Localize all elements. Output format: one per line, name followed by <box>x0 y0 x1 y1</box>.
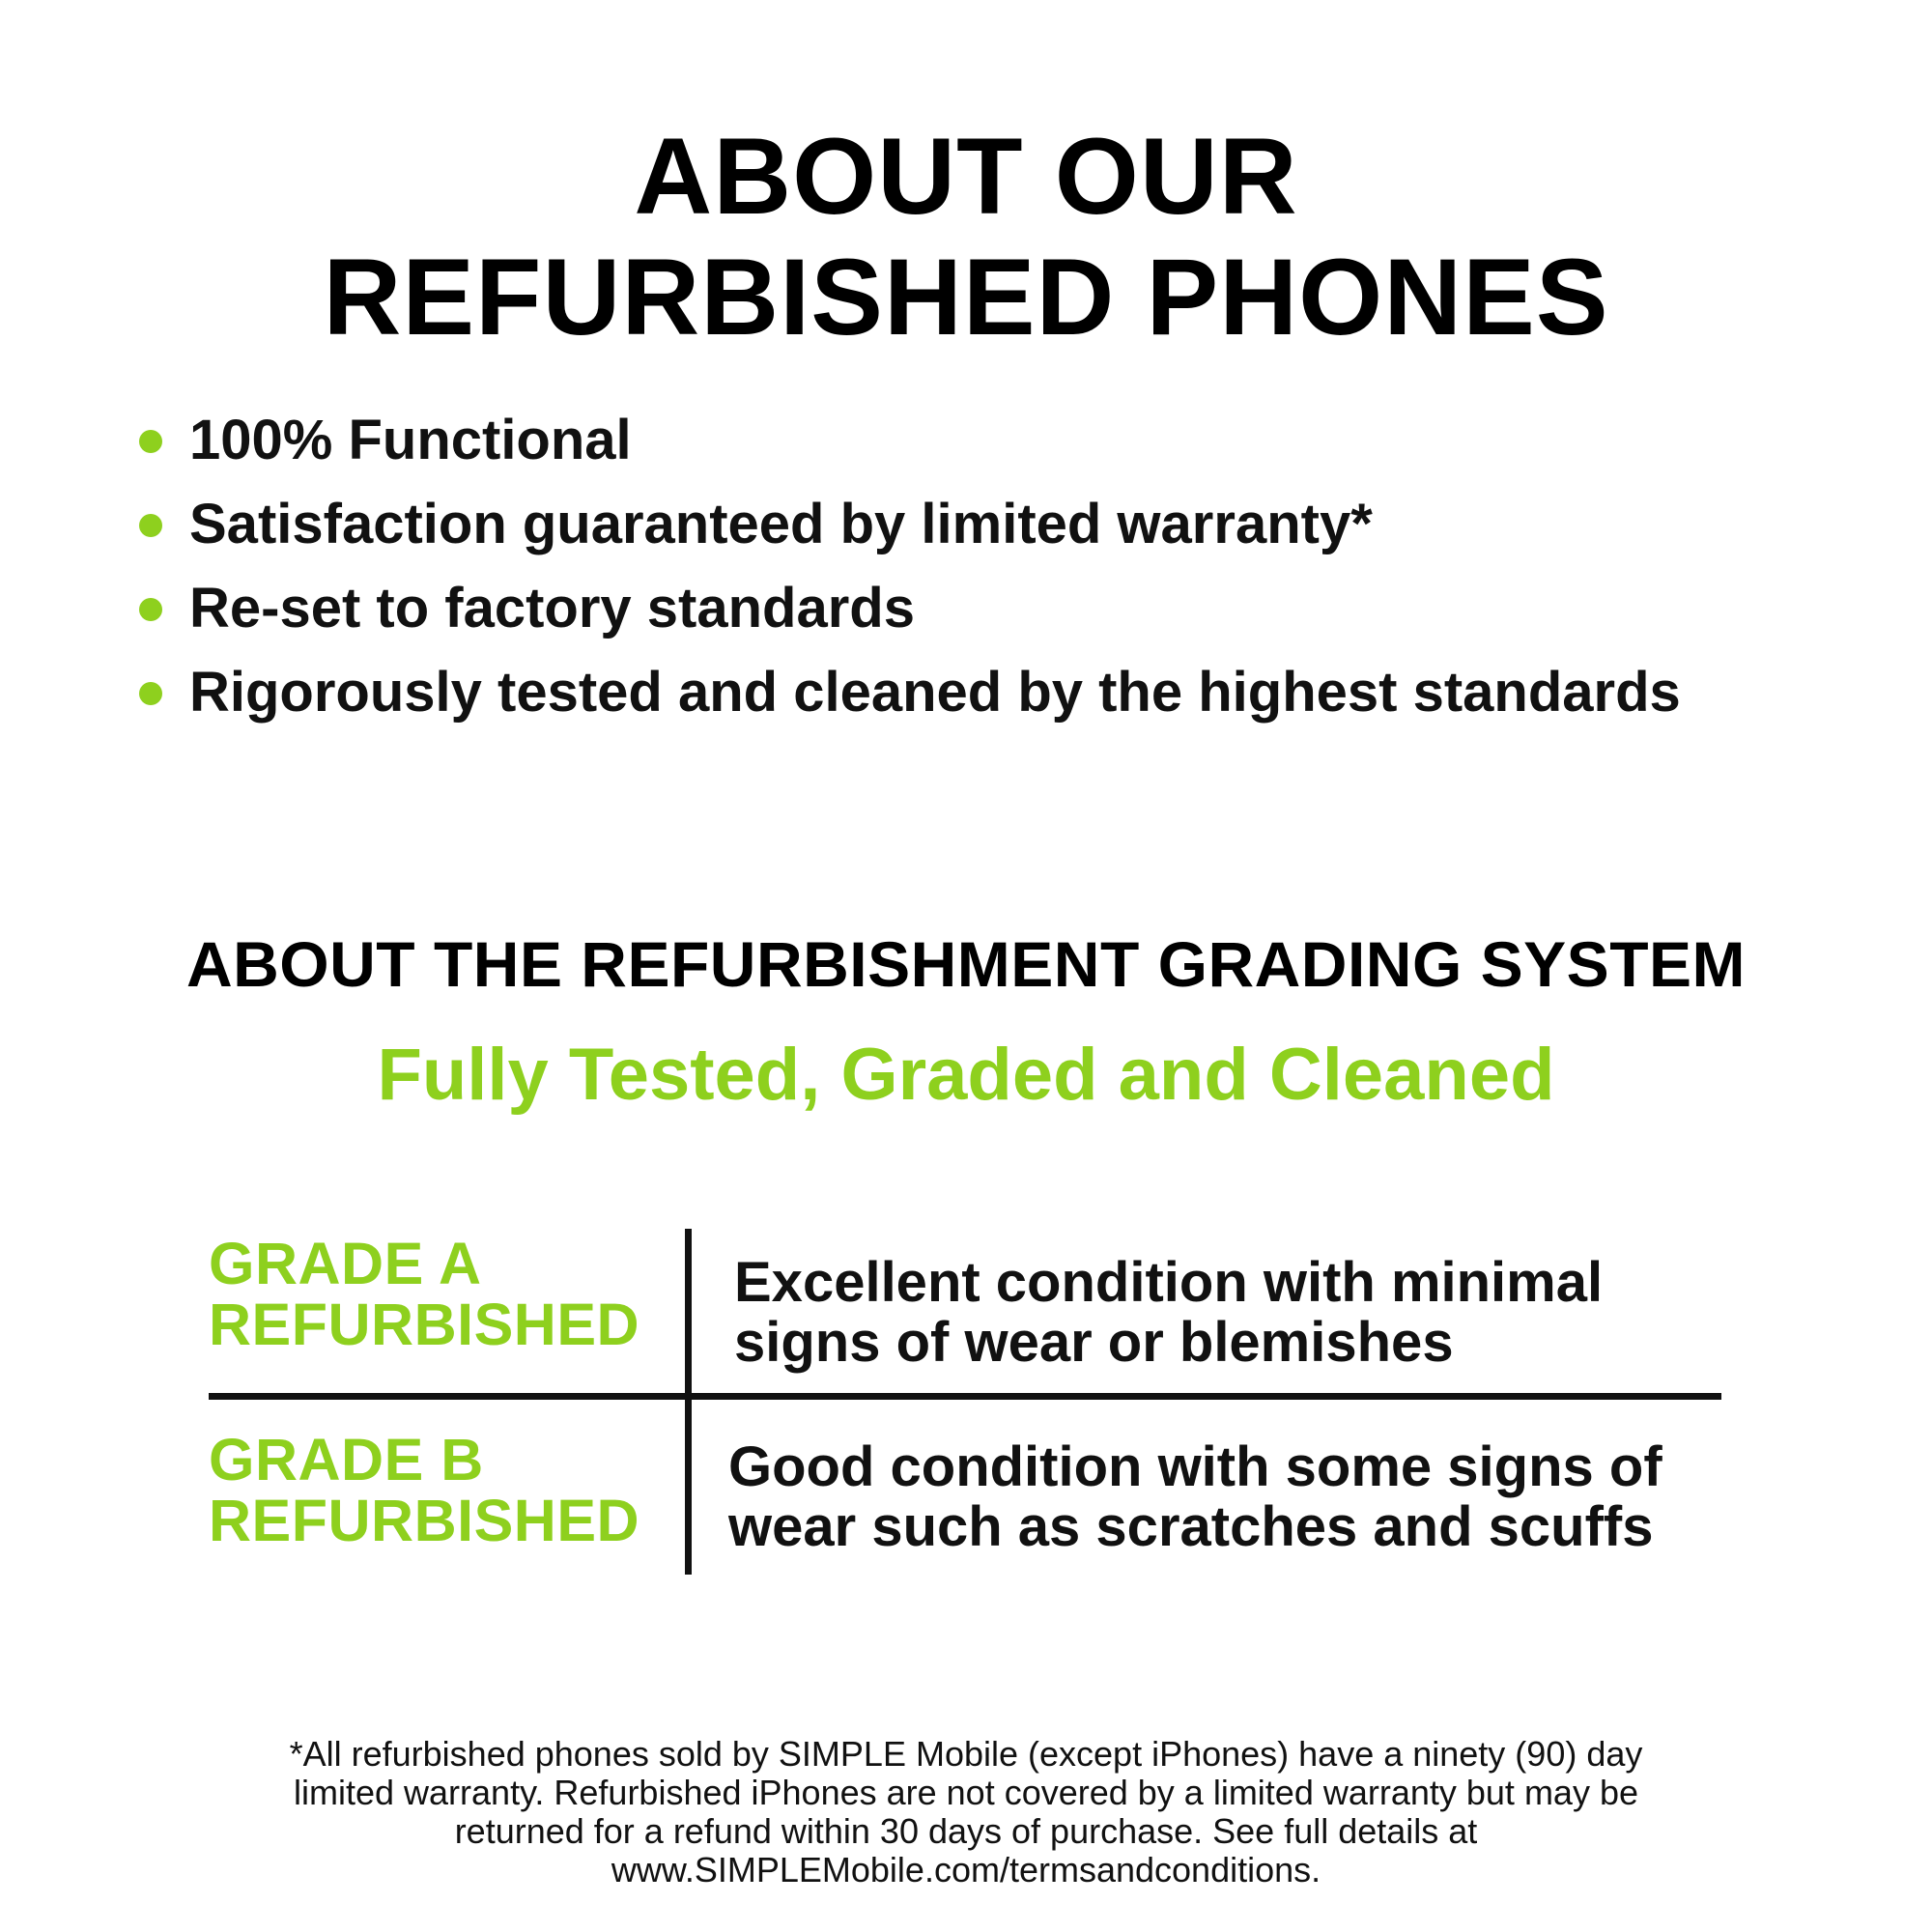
footnote-line-2: limited warranty. Refurbished iPhones are not covered by a limited warranty but may be <box>294 1773 1638 1812</box>
page-title-line-1: ABOUT OUR <box>634 116 1298 237</box>
green-dot-bullet-icon <box>139 430 162 453</box>
table-column-divider <box>685 1229 692 1575</box>
footnote-line-4: www.SIMPLEMobile.com/termsandconditions. <box>611 1850 1321 1889</box>
grade-a-label-line-1: GRADE A <box>209 1231 482 1296</box>
grade-b-label <box>209 1427 640 1553</box>
grade-a-label-line-2: REFURBISHED <box>209 1292 640 1357</box>
footnote-line-3: returned for a refund within 30 days of purchase. See full details at <box>454 1811 1478 1851</box>
list-item-text: Satisfaction guaranteed by limited warranty* <box>189 493 1373 555</box>
green-dot-bullet-icon <box>139 598 162 621</box>
grade-a-description-line-2: signs of wear or blemishes <box>734 1311 1454 1374</box>
list-item <box>137 482 1681 566</box>
grade-b-description-line-1: Good condition with some signs of <box>728 1435 1662 1498</box>
grade-a-description-line-1: Excellent condition with minimal <box>734 1251 1604 1314</box>
table-row-divider <box>209 1393 1721 1400</box>
list-item <box>137 566 1681 650</box>
warranty-footnote <box>0 1735 1932 1889</box>
list-item-text: Rigorously tested and cleaned by the highest standards <box>189 661 1681 724</box>
grading-section-subheading: Fully Tested, Graded and Cleaned <box>377 1034 1555 1116</box>
list-item <box>137 398 1681 482</box>
grade-b-label-line-1: GRADE B <box>209 1427 484 1492</box>
feature-list <box>137 398 1681 734</box>
page-title-line-2: REFURBISHED PHONES <box>323 237 1609 357</box>
grade-a-label <box>209 1231 640 1357</box>
grading-section-heading: ABOUT THE REFURBISHMENT GRADING SYSTEM <box>185 928 1747 1000</box>
grade-a-description <box>734 1253 1603 1373</box>
footnote-line-1: *All refurbished phones sold by SIMPLE Mobile (except iPhones) have a ninety (90) day <box>289 1734 1643 1774</box>
grade-b-description <box>728 1437 1662 1557</box>
green-dot-bullet-icon <box>139 682 162 705</box>
list-item-text: 100% Functional <box>189 409 632 471</box>
grade-b-description-line-2: wear such as scratches and scuffs <box>728 1495 1654 1558</box>
list-item <box>137 650 1681 734</box>
grade-b-label-line-2: REFURBISHED <box>209 1488 640 1553</box>
green-dot-bullet-icon <box>139 514 162 537</box>
list-item-text: Re-set to factory standards <box>189 577 915 639</box>
